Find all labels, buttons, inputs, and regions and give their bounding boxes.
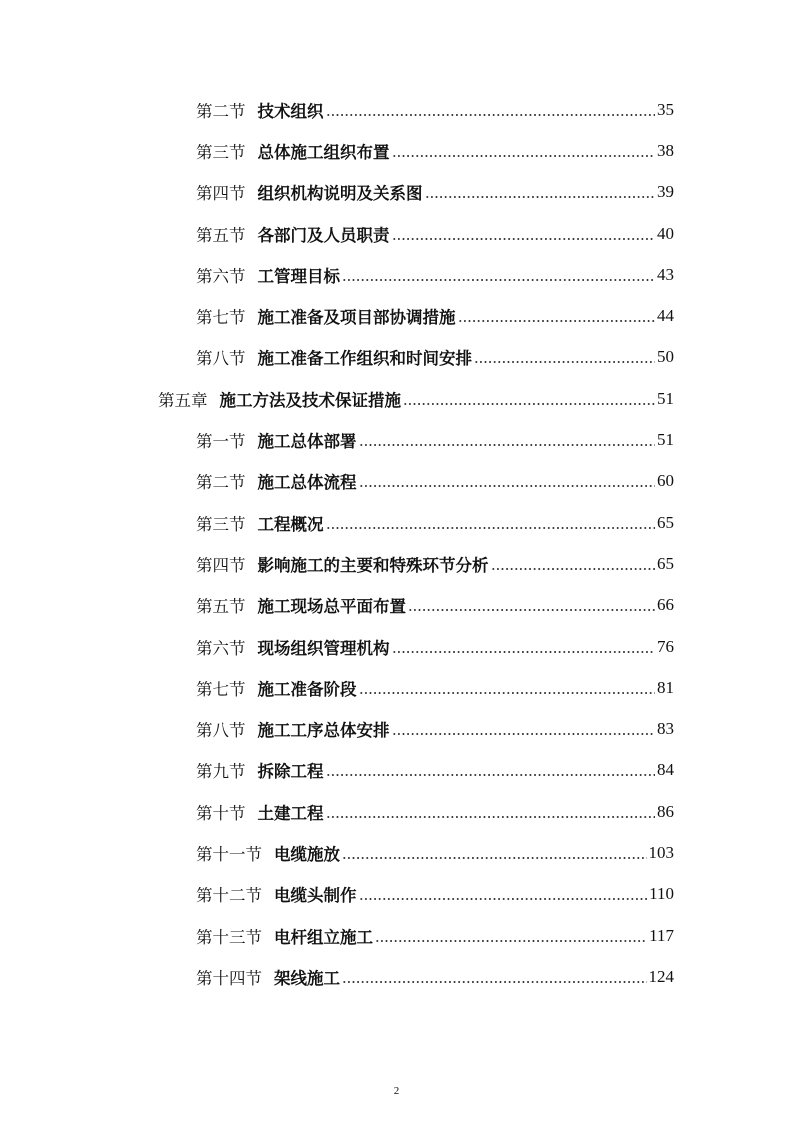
- toc-entry-number: 第一节: [196, 432, 246, 452]
- dot-leader: [392, 237, 656, 241]
- toc-entry-number: 第十三节: [196, 927, 262, 947]
- dot-leader: [408, 608, 655, 612]
- toc-entry-number: 第十四节: [196, 968, 262, 988]
- toc-section-entry[interactable]: [0, 419, 793, 460]
- dot-leader: [425, 195, 656, 199]
- toc-section-entry[interactable]: [0, 708, 793, 749]
- dot-leader: [474, 360, 655, 364]
- toc-entry-page: 50: [657, 347, 674, 367]
- toc-entry-number: 第四节: [196, 555, 246, 575]
- toc-section-entry[interactable]: [0, 832, 793, 873]
- toc-entry-title: 施工现场总平面布置: [257, 597, 406, 617]
- toc-entry-title: 现场组织管理机构: [257, 638, 390, 658]
- dot-leader: [359, 484, 656, 488]
- toc-section-entry[interactable]: [0, 213, 793, 254]
- toc-entry-page: 117: [649, 925, 674, 945]
- toc-section-entry[interactable]: [0, 585, 793, 626]
- toc-entry-title: 技术组织: [257, 101, 324, 121]
- toc-entry-page: 38: [657, 140, 674, 160]
- toc-entry-title: 组织机构说明及关系图: [257, 184, 423, 204]
- toc-entry-title: 工程概况: [257, 514, 324, 534]
- toc-section-entry[interactable]: [0, 915, 793, 956]
- table-of-contents: [0, 89, 793, 998]
- toc-entry-title: 各部门及人员职责: [257, 225, 390, 245]
- toc-entry-title: 拆除工程: [257, 762, 324, 782]
- toc-entry-title: 电杆组立施工: [274, 927, 373, 947]
- toc-entry-page: 124: [648, 966, 674, 986]
- toc-section-entry[interactable]: [0, 874, 793, 915]
- toc-entry-number: 第八节: [196, 349, 246, 369]
- toc-section-entry[interactable]: [0, 750, 793, 791]
- dot-leader: [326, 815, 656, 819]
- toc-entry-number: 第十一节: [196, 844, 262, 864]
- toc-entry-title: 电缆头制作: [274, 886, 357, 906]
- toc-entry-number: 第七节: [196, 308, 246, 328]
- dot-leader: [392, 650, 656, 654]
- toc-entry-page: 51: [657, 388, 674, 408]
- toc-entry-page: 43: [657, 264, 674, 284]
- toc-entry-number: 第五节: [196, 597, 246, 617]
- page-number: 2: [393, 1085, 400, 1097]
- dot-leader: [342, 856, 647, 860]
- dot-leader: [403, 402, 655, 406]
- toc-entry-page: 65: [657, 512, 674, 532]
- toc-entry-page: 110: [649, 884, 674, 904]
- dot-leader: [342, 980, 647, 984]
- toc-entry-page: 65: [657, 553, 674, 573]
- toc-section-entry[interactable]: [0, 667, 793, 708]
- toc-section-entry[interactable]: [0, 130, 793, 171]
- dot-leader: [491, 567, 656, 571]
- toc-entry-number: 第四节: [196, 184, 246, 204]
- toc-entry-page: 83: [657, 719, 674, 739]
- toc-entry-title: 施工方法及技术保证措施: [219, 390, 401, 410]
- toc-entry-title: 施工工序总体安排: [257, 721, 390, 741]
- dot-leader: [326, 773, 656, 777]
- dot-leader: [375, 939, 647, 943]
- toc-section-entry[interactable]: [0, 791, 793, 832]
- toc-entry-title: 土建工程: [257, 803, 324, 823]
- toc-entry-number: 第八节: [196, 721, 246, 741]
- toc-section-entry[interactable]: [0, 295, 793, 336]
- toc-entry-number: 第六节: [196, 638, 246, 658]
- toc-entry-page: 51: [657, 430, 674, 450]
- toc-section-entry[interactable]: [0, 172, 793, 213]
- toc-entry-page: 35: [657, 99, 674, 119]
- dot-leader: [359, 691, 656, 695]
- dot-leader: [392, 732, 656, 736]
- toc-entry-number: 第七节: [196, 679, 246, 699]
- toc-entry-number: 第三节: [196, 514, 246, 534]
- toc-section-entry[interactable]: [0, 89, 793, 130]
- dot-leader: [359, 897, 648, 901]
- toc-entry-page: 40: [657, 223, 674, 243]
- dot-leader: [458, 319, 656, 323]
- toc-entry-title: 施工准备及项目部协调措施: [257, 308, 456, 328]
- toc-entry-page: 84: [657, 760, 674, 780]
- toc-entry-number: 第十节: [196, 803, 246, 823]
- toc-entry-number: 第二节: [196, 473, 246, 493]
- toc-entry-title: 工管理目标: [257, 266, 340, 286]
- toc-entry-page: 60: [657, 471, 674, 491]
- toc-entry-page: 76: [657, 636, 674, 656]
- toc-section-entry[interactable]: [0, 626, 793, 667]
- dot-leader: [342, 278, 655, 282]
- toc-section-entry[interactable]: [0, 461, 793, 502]
- toc-section-entry[interactable]: [0, 956, 793, 997]
- toc-entry-number: 第九节: [196, 762, 246, 782]
- toc-entry-title: 总体施工组织布置: [257, 142, 390, 162]
- toc-entry-page: 44: [657, 306, 674, 326]
- toc-entry-number: 第六节: [196, 266, 246, 286]
- toc-entry-number: 第五节: [196, 225, 246, 245]
- toc-entry-page: 81: [657, 677, 674, 697]
- toc-entry-number: 第二节: [196, 101, 246, 121]
- toc-entry-title: 施工总体部署: [257, 432, 357, 452]
- toc-section-entry[interactable]: [0, 543, 793, 584]
- dot-leader: [359, 443, 656, 447]
- toc-entry-title: 电缆施放: [274, 844, 340, 864]
- toc-entry-title: 架线施工: [274, 968, 340, 988]
- dot-leader: [392, 154, 656, 158]
- toc-section-entry[interactable]: [0, 502, 793, 543]
- toc-entry-page: 86: [657, 801, 674, 821]
- toc-entry-page: 66: [657, 595, 674, 615]
- toc-entry-page: 103: [648, 842, 674, 862]
- toc-section-entry[interactable]: [0, 254, 793, 295]
- toc-section-entry[interactable]: [0, 337, 793, 378]
- toc-chapter-entry[interactable]: [0, 378, 793, 419]
- toc-entry-page: 39: [657, 182, 674, 202]
- dot-leader: [326, 113, 656, 117]
- dot-leader: [326, 526, 656, 530]
- toc-entry-title: 施工准备工作组织和时间安排: [257, 349, 472, 369]
- toc-entry-number: 第五章: [158, 390, 208, 410]
- toc-entry-title: 施工准备阶段: [257, 679, 357, 699]
- toc-entry-title: 影响施工的主要和特殊环节分析: [257, 555, 489, 575]
- toc-entry-title: 施工总体流程: [257, 473, 357, 493]
- toc-entry-number: 第十二节: [196, 886, 262, 906]
- toc-entry-number: 第三节: [196, 142, 246, 162]
